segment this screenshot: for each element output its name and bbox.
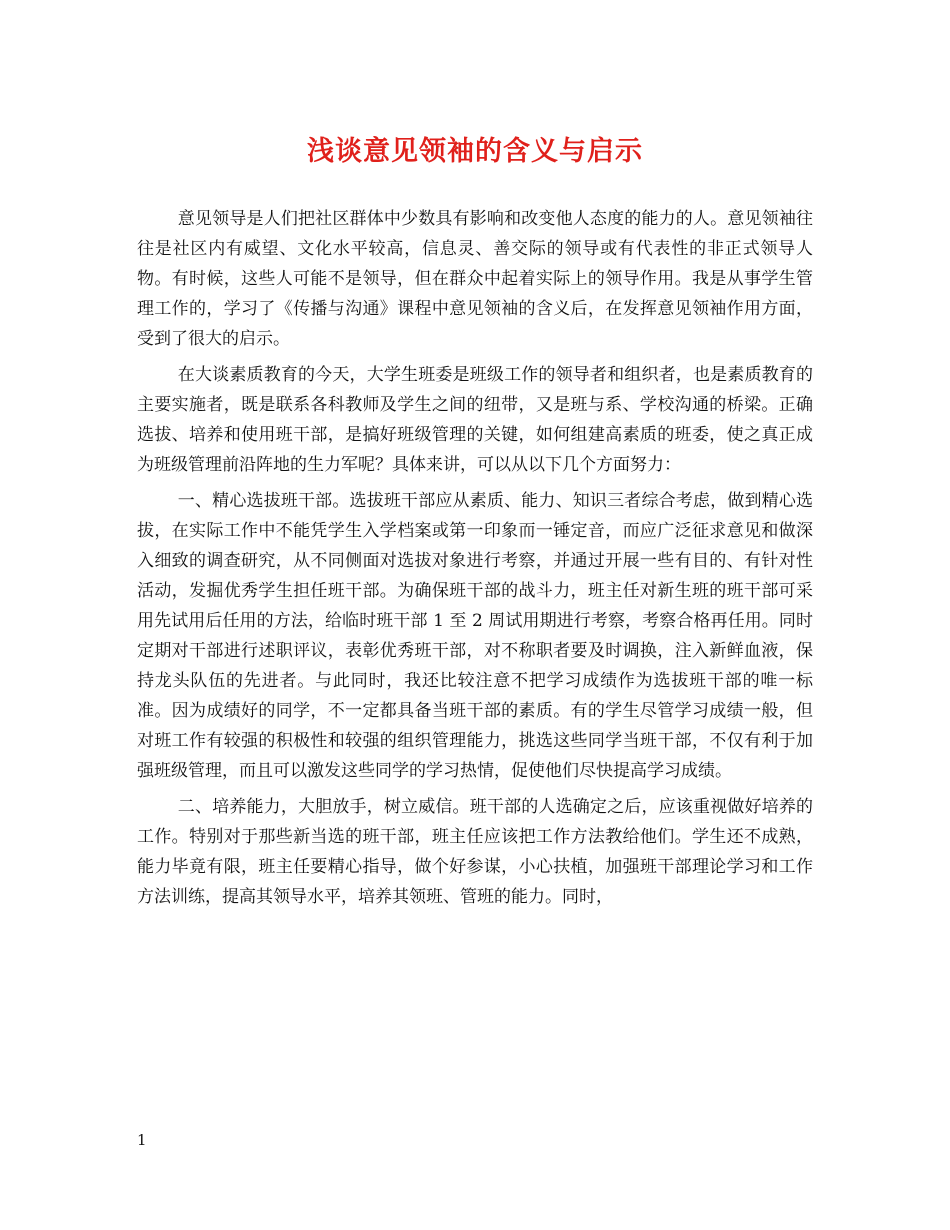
page-number: 1 <box>137 1131 147 1149</box>
paragraph-context: 在大谈素质教育的今天，大学生班委是班级工作的领导者和组织者，也是素质教育的主要实施者，既是联系各科教师及学生之间的纽带，又是班与系、学校沟通的桥梁。正确选拔、培养和使用班干部，是搞好班级管理的关键，如何组建高素质的班委，使之真正成为班级管理前沿阵地的生力军呢？具体来讲，可以从以下几个方面努力： <box>137 365 813 475</box>
document-title: 浅谈意见领袖的含义与启示 <box>307 136 643 167</box>
paragraph-section-one: 一、精心选拔班干部。选拔班干部应从素质、能力、知识三者综合考虑，做到精心选拔，在实际工作中不能凭学生入学档案或第一印象而一锤定音，而应广泛征求意见和做深入细致的调查研究，从不同侧面对选拔对象进行考察，并通过开展一些有目的、有针对性活动，发掘优秀学生担任班干部。为确保班干部的战斗力，班主任对新生班的班干部可采用先试用后任用的方法，给临时班干部 1 至 2 周试用期进行考察，考察合格再任用。同时定期对干部进行述职评议，表彰优秀班干部，对不称职者要及时调换，注入新鲜血液，保持龙头队伍的先进者。与此同时，我还比较注意不把学习成绩作为选拔班干部的唯一标准。因为成绩好的同学，不一定都具备当班干部的素质。有的学生尽管学习成绩一般，但对班工作有较强的积极性和较强的组织管理能力，挑选这些同学当班干部，不仅有利于加强班级管理，而且可以激发这些同学的学习热情，促使他们尽快提高学习成绩。 <box>137 491 813 781</box>
document-body <box>137 204 813 912</box>
paragraph-section-two: 二、培养能力，大胆放手，树立威信。班干部的人选确定之后，应该重视做好培养的工作。特别对于那些新当选的班干部，班主任应该把工作方法教给他们。学生还不成熟，能力毕竟有限，班主任要精心指导，做个好参谋，小心扶植，加强班干部理论学习和工作方法训练，提高其领导水平，培养其领班、管班的能力。同时， <box>137 797 813 907</box>
paragraph-intro: 意见领导是人们把社区群体中少数具有影响和改变他人态度的能力的人。意见领袖往往是社区内有威望、文化水平较高，信息灵、善交际的领导或有代表性的非正式领导人物。有时候，这些人可能不是领导，但在群众中起着实际上的领导作用。我是从事学生管理工作的，学习了《传播与沟通》课程中意见领袖的含义后，在发挥意见领袖作用方面，受到了很大的启示。 <box>137 209 813 349</box>
